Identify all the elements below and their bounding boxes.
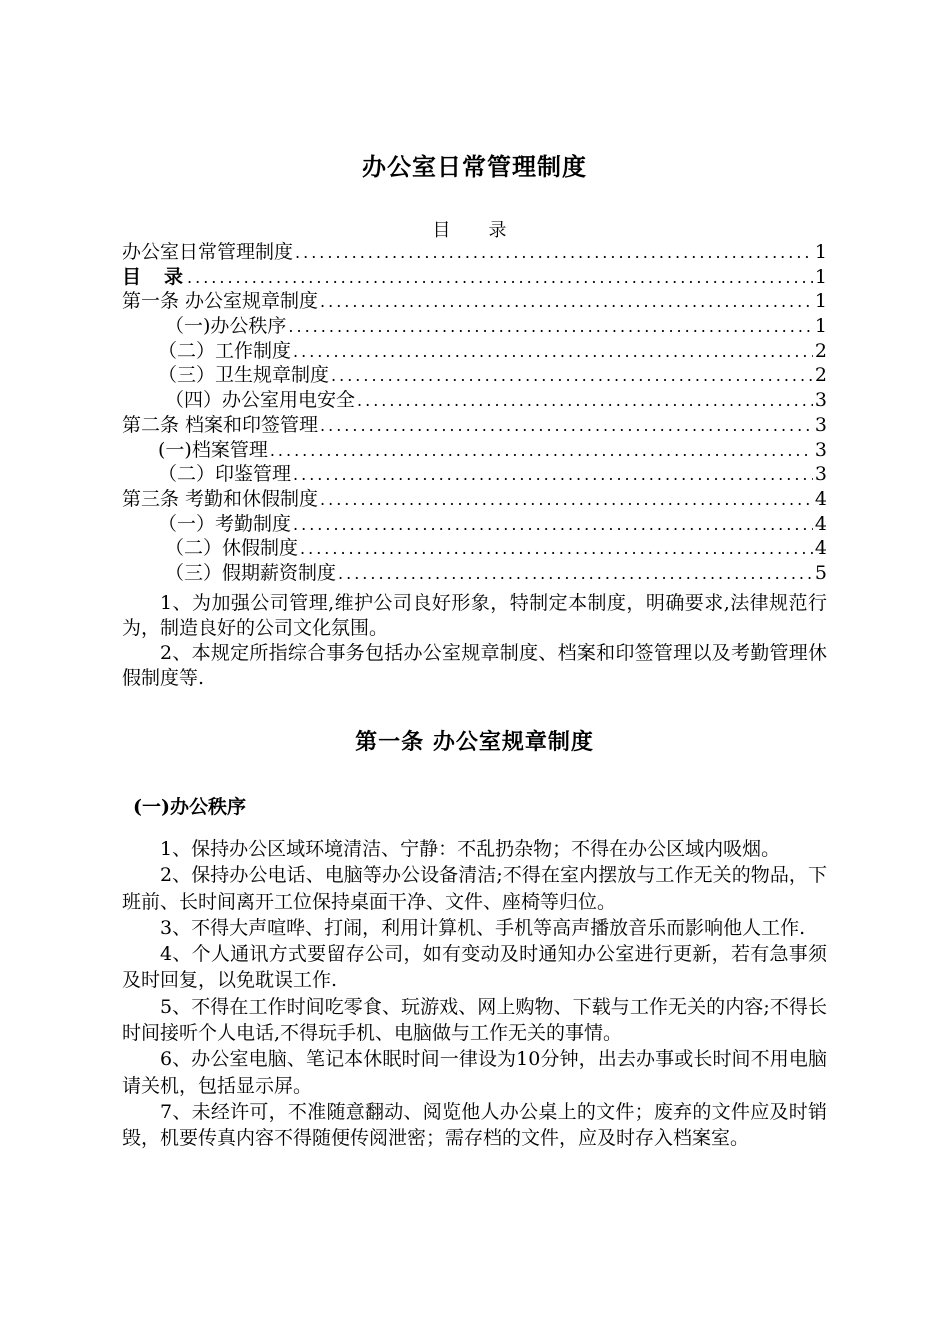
toc-entry[interactable] — [122, 240, 827, 265]
toc-entry[interactable] — [122, 289, 827, 314]
toc-entry[interactable] — [122, 363, 827, 388]
toc-entry[interactable] — [122, 265, 827, 290]
toc-entry-page: 3 — [814, 463, 827, 486]
toc-entry-label: 办公室日常管理制度 — [122, 241, 294, 263]
toc-entry-page: 4 — [814, 537, 827, 560]
rule-paragraph: 4、个人通讯方式要留存公司，如有变动及时通知办公室进行更新，若有急事须及时回复，以免耽误工作. — [122, 943, 827, 992]
toc-entry-label: （二）休假制度 — [165, 537, 299, 560]
rule-paragraph: 6、办公室电脑、笔记本休眠时间一律设为10分钟，出去办事或长时间不用电脑请关机，包括显示屏。 — [122, 1048, 827, 1097]
toc-entry[interactable] — [122, 512, 827, 537]
toc-entry-label: 第三条 考勤和休假制度 — [122, 487, 319, 510]
rules-section — [122, 836, 827, 1152]
toc-entry-page: 1 — [814, 290, 827, 313]
toc-entry-page: 2 — [814, 339, 827, 362]
rule-paragraph: 2、保持办公电话、电脑等办公设备清洁;不得在室内摆放与工作无关的物品，下班前、长时间离开工位保持桌面干净、文件、座椅等归位。 — [122, 864, 827, 913]
document-title: 办公室日常管理制度 — [362, 152, 587, 181]
toc-entry-label: （二）印鉴管理 — [158, 463, 292, 486]
intro-paragraph: 2、本规定所指综合事务包括办公室规章制度、档案和印签管理以及考勤管理休假制度等. — [122, 642, 827, 689]
toc-entry[interactable] — [122, 536, 827, 561]
toc-leader-dots — [288, 315, 812, 340]
intro-section — [122, 591, 827, 691]
toc-entry-page: 2 — [814, 364, 827, 387]
toc-leader-dots — [320, 414, 813, 439]
toc-leader-dots — [320, 488, 813, 513]
toc-entry-page: 5 — [814, 561, 827, 584]
toc-entry-page: 3 — [814, 389, 827, 412]
toc-entry-label: （三）卫生规章制度 — [158, 364, 330, 387]
toc-entry-label: （四）办公室用电安全 — [165, 389, 356, 412]
toc-leader-dots — [293, 340, 813, 365]
toc-leader-dots — [320, 290, 813, 315]
toc-entry-page: 4 — [814, 487, 827, 510]
rule-paragraph: 5、不得在工作时间吃零食、玩游戏、网上购物、下载与工作无关的内容;不得长时间接听个人电话,不得玩手机、电脑做与工作无关的事情。 — [122, 995, 827, 1045]
toc-entry[interactable] — [122, 388, 827, 413]
toc-entry-page: 1 — [814, 265, 827, 288]
toc-entry-label: （三）假期薪资制度 — [165, 561, 337, 584]
toc-entry-page: 3 — [814, 413, 827, 436]
toc-entry-label: （二）工作制度 — [158, 339, 292, 362]
toc-leader-dots — [293, 513, 813, 538]
toc-leader-dots — [187, 266, 813, 291]
toc-entry-label: （一）考勤制度 — [158, 512, 292, 535]
toc-heading: 目 录 — [432, 220, 517, 241]
toc-entry-label: （一)办公秩序 — [165, 315, 287, 338]
toc-entry-page: 4 — [814, 512, 827, 535]
toc-entry-label: 第一条 办公室规章制度 — [122, 290, 319, 313]
toc-entry-label: (一)档案管理 — [158, 438, 268, 461]
toc-leader-dots — [331, 364, 813, 389]
toc-entry-page: 1 — [814, 315, 827, 338]
toc-entry[interactable] — [122, 561, 827, 586]
subsection-title: (一)办公秩序 — [133, 796, 246, 818]
rule-paragraph: 3、不得大声喧哗、打闹，利用计算机、手机等高声播放音乐而影响他人工作. — [160, 916, 806, 939]
intro-paragraph: 1、为加强公司管理,维护公司良好形象，特制定本制度，明确要求,法律规范行为，制造良好的公司文化氛围。 — [122, 592, 827, 639]
rule-paragraph: 1、保持办公区域环境清洁、宁静：不乱扔杂物；不得在办公区域内吸烟。 — [160, 838, 781, 860]
toc-entry-page: 1 — [814, 241, 827, 263]
toc-entry[interactable] — [122, 413, 827, 438]
toc-leader-dots — [338, 562, 813, 587]
toc-leader-dots — [357, 389, 813, 414]
toc-entry[interactable] — [122, 438, 827, 463]
toc-entry-label: 目 录 — [122, 265, 186, 288]
rule-paragraph: 7、未经许可，不准随意翻动、阅览他人办公桌上的文件；废弃的文件应及时销毁，机要传真内容不得随便传阅泄密；需存档的文件，应及时存入档案室。 — [122, 1100, 827, 1150]
section-title: 第一条 办公室规章制度 — [355, 729, 594, 755]
toc-entry[interactable] — [122, 339, 827, 364]
toc-entry[interactable] — [122, 487, 827, 512]
toc-leader-dots — [295, 241, 813, 266]
toc-leader-dots — [293, 463, 813, 488]
toc-leader-dots — [300, 537, 813, 562]
table-of-contents — [122, 240, 827, 586]
toc-entry[interactable] — [122, 314, 827, 339]
toc-entry-page: 3 — [814, 438, 827, 461]
toc-entry[interactable] — [122, 462, 827, 487]
toc-entry-label: 第二条 档案和印签管理 — [122, 413, 319, 436]
toc-leader-dots — [270, 439, 813, 464]
